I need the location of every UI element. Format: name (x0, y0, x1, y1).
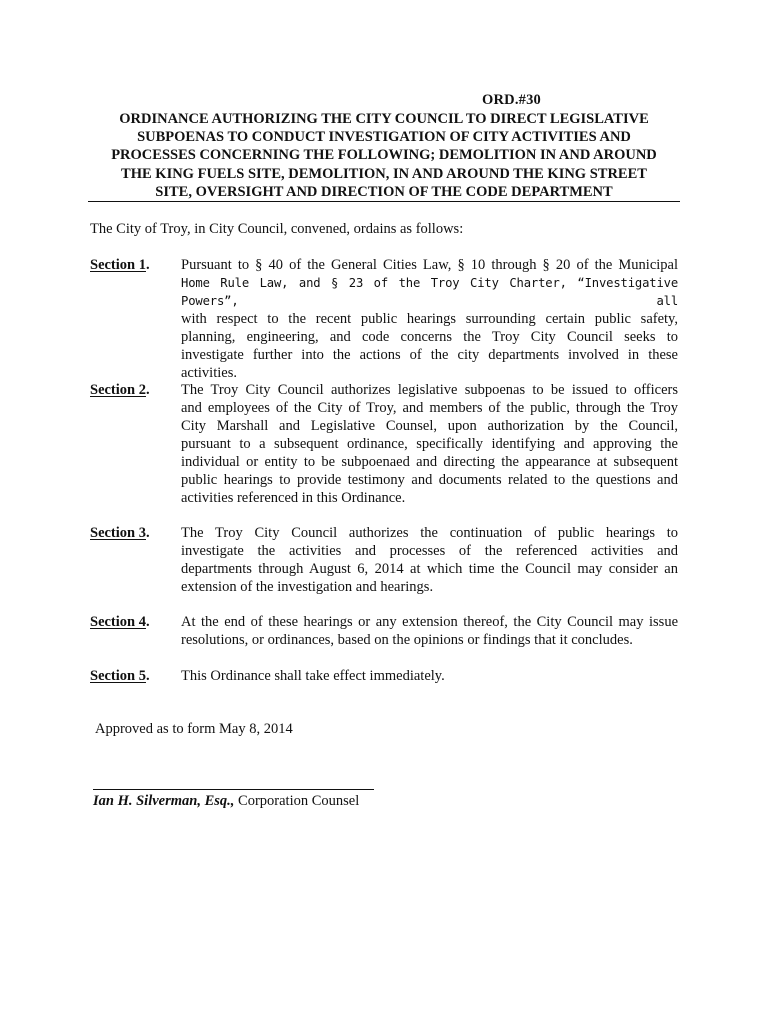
title-line: THE KING FUELS SITE, DEMOLITION, IN AND AROUND THE KING STREET (121, 165, 647, 182)
section-label: Section 2. (90, 382, 150, 398)
section-body: Pursuant to § 40 of the General Cities Law, § 10 through § 20 of the Municipal Home Rule Law, and § 23 of the Troy City Charter, “Investigative Powers”, all with respect to the recent public hearings surrounding certain public safety, planning, engineering, and code concerns the Troy City Council seeks to investigate further into the actions of the city departments involved in these activities. (181, 257, 678, 381)
title-line: PROCESSES CONCERNING THE FOLLOWING; DEMOLITION IN AND AROUND (111, 147, 657, 164)
title-line: SITE, OVERSIGHT AND DIRECTION OF THE CODE DEPARTMENT (155, 183, 613, 200)
intro-text: The City of Troy, in City Council, convened, ordains as follows: (90, 221, 464, 237)
signer-title: Corporation Counsel (238, 793, 360, 809)
signer-block (93, 793, 359, 810)
ordinance-title (88, 110, 680, 201)
section-label: Section 3. (90, 525, 150, 541)
section-body: The Troy City Council authorizes the continuation of public hearings to investigate the activities and processes of the referenced activities and departments through August 6, 2014 at which time the Council may consider an extension of the investigation and hearings. (181, 525, 678, 595)
section-label: Section 5. (90, 668, 150, 684)
signature-line (93, 789, 374, 790)
section-label: Section 4. (90, 614, 150, 630)
title-line: SUBPOENAS TO CONDUCT INVESTIGATION OF CITY ACTIVITIES AND (137, 129, 631, 146)
section-label: Section 1. (90, 257, 150, 273)
section-body: This Ordinance shall take effect immediately. (181, 668, 445, 684)
title-divider (88, 201, 680, 202)
approval-statement: Approved as to form May 8, 2014 (95, 721, 293, 737)
section-body: At the end of these hearings or any extension thereof, the City Council may issue resolutions, or ordinances, based on the opinions or findings that it concludes. (181, 614, 678, 648)
title-line: ORDINANCE AUTHORIZING THE CITY COUNCIL TO DIRECT LEGISLATIVE (119, 111, 649, 127)
section-body: The Troy City Council authorizes legislative subpoenas to be issued to officers and employees of the City of Troy, and members of the public, through the Troy City Marshall and Legislative Counsel, upon authorization by the Council, pursuant to a subsequent ordinance, specifically identifying and approving the individual or entity to be subpoenaed and directing the appearance at subsequent public hearings to provide testimony and documents related to the questions and activities referenced in this Ordinance. (181, 382, 678, 506)
ordinance-number: ORD.#30 (482, 92, 541, 108)
signer-name: Ian H. Silverman, Esq., (93, 793, 235, 809)
